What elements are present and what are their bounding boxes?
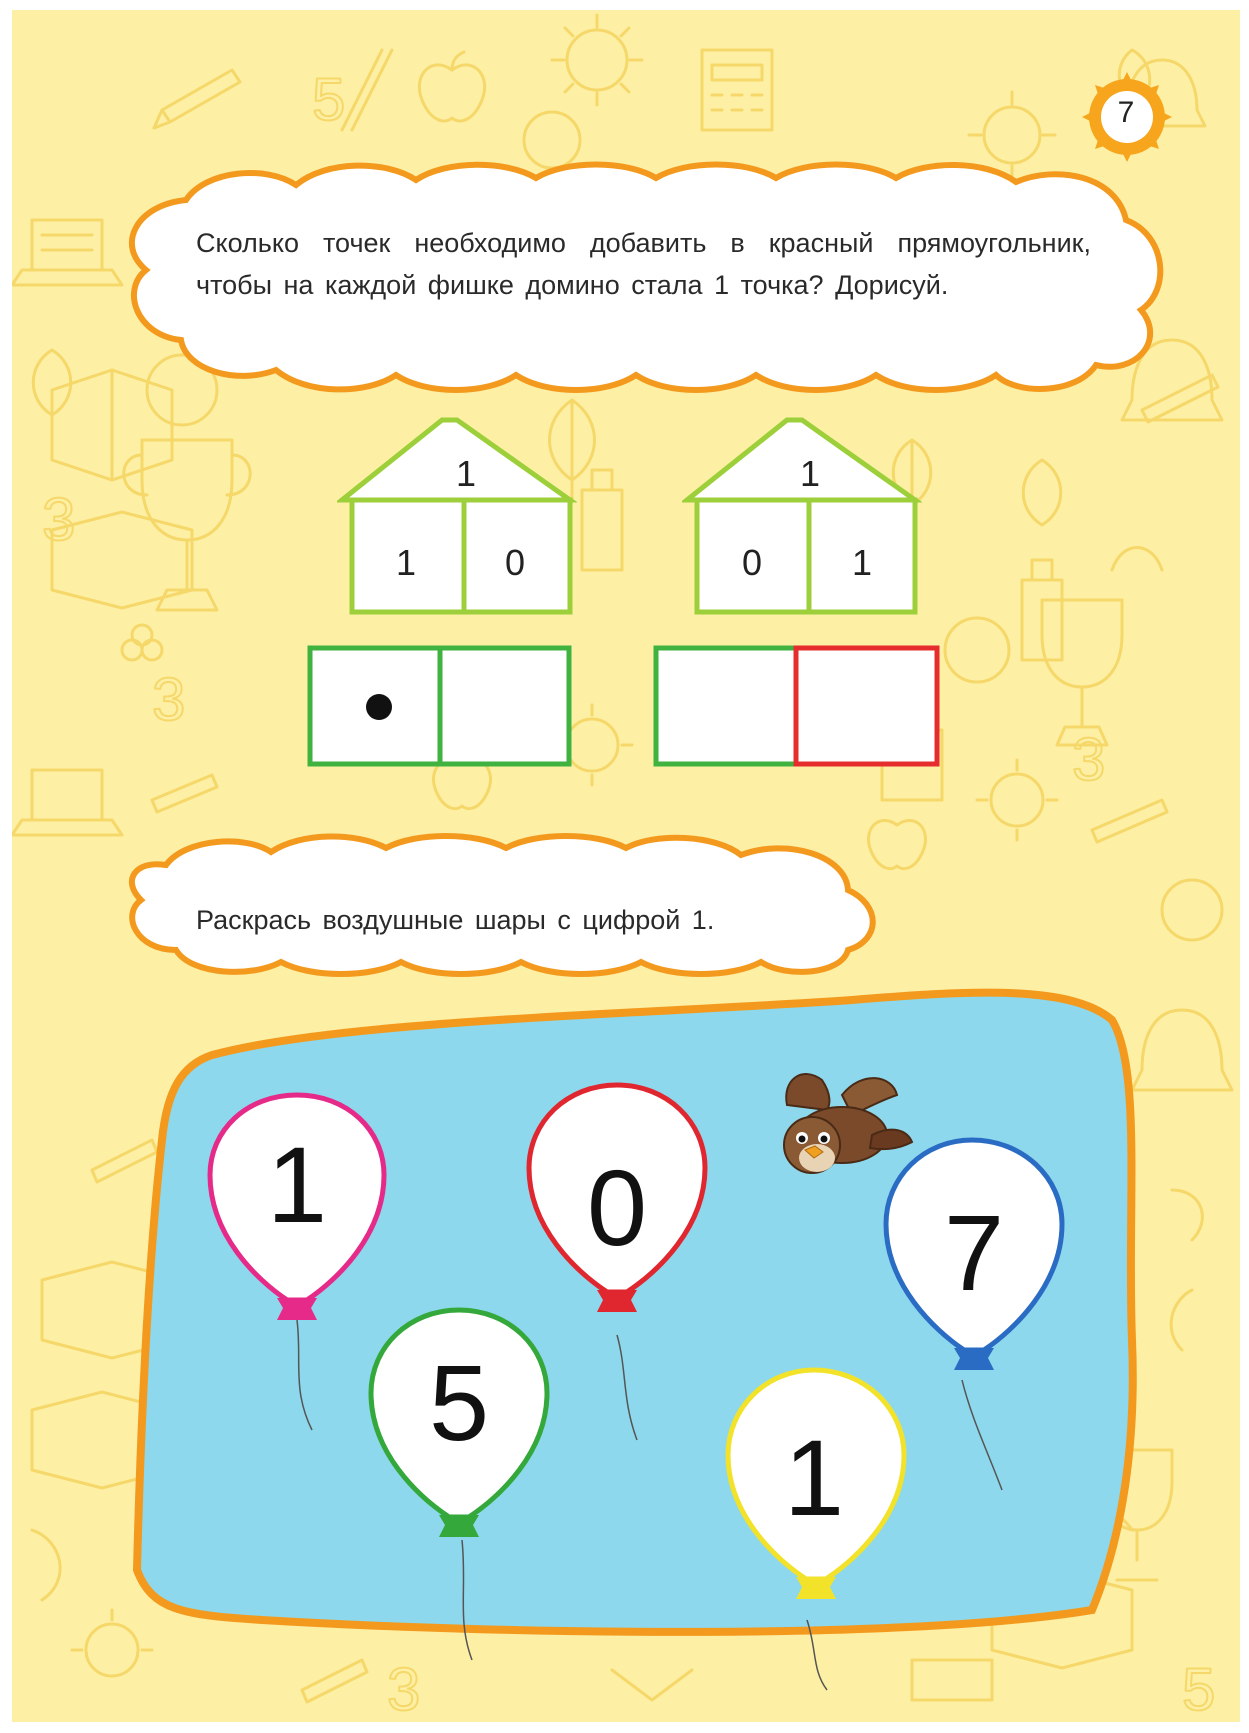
svg-text:5: 5 bbox=[312, 66, 346, 133]
balloon-scene bbox=[12, 10, 1240, 1722]
task1-text: Сколько точек необходимо добавить в красный прямоугольник, чтобы на каждой фишке домино стала 1 точка? Дорисуй. bbox=[196, 228, 1091, 300]
house-1-roof-number: 1 bbox=[455, 453, 477, 494]
balloon-3-digit: 7 bbox=[943, 1192, 1005, 1313]
balloon-1-digit: 1 bbox=[266, 1124, 328, 1245]
house-2-roof-number: 1 bbox=[799, 453, 821, 494]
svg-text:3: 3 bbox=[387, 1656, 421, 1722]
svg-text:3: 3 bbox=[152, 666, 186, 733]
svg-text:3: 3 bbox=[42, 486, 76, 553]
svg-text:5: 5 bbox=[1182, 1656, 1216, 1722]
balloon-5-digit: 1 bbox=[783, 1417, 845, 1538]
svg-text:3: 3 bbox=[1072, 726, 1106, 793]
balloon-2-digit: 0 bbox=[586, 1147, 648, 1268]
house-1-left-number: 1 bbox=[395, 542, 417, 583]
balloon-4-digit: 5 bbox=[428, 1342, 490, 1463]
house-2-right-number: 1 bbox=[851, 542, 873, 583]
house-2-left-number: 0 bbox=[741, 542, 763, 583]
workbook-page bbox=[12, 10, 1240, 1722]
task2-text: Раскрась воздушные шары с цифрой 1. bbox=[196, 905, 715, 935]
house-1-right-number: 0 bbox=[504, 542, 526, 583]
page-number: 7 bbox=[1117, 96, 1135, 129]
